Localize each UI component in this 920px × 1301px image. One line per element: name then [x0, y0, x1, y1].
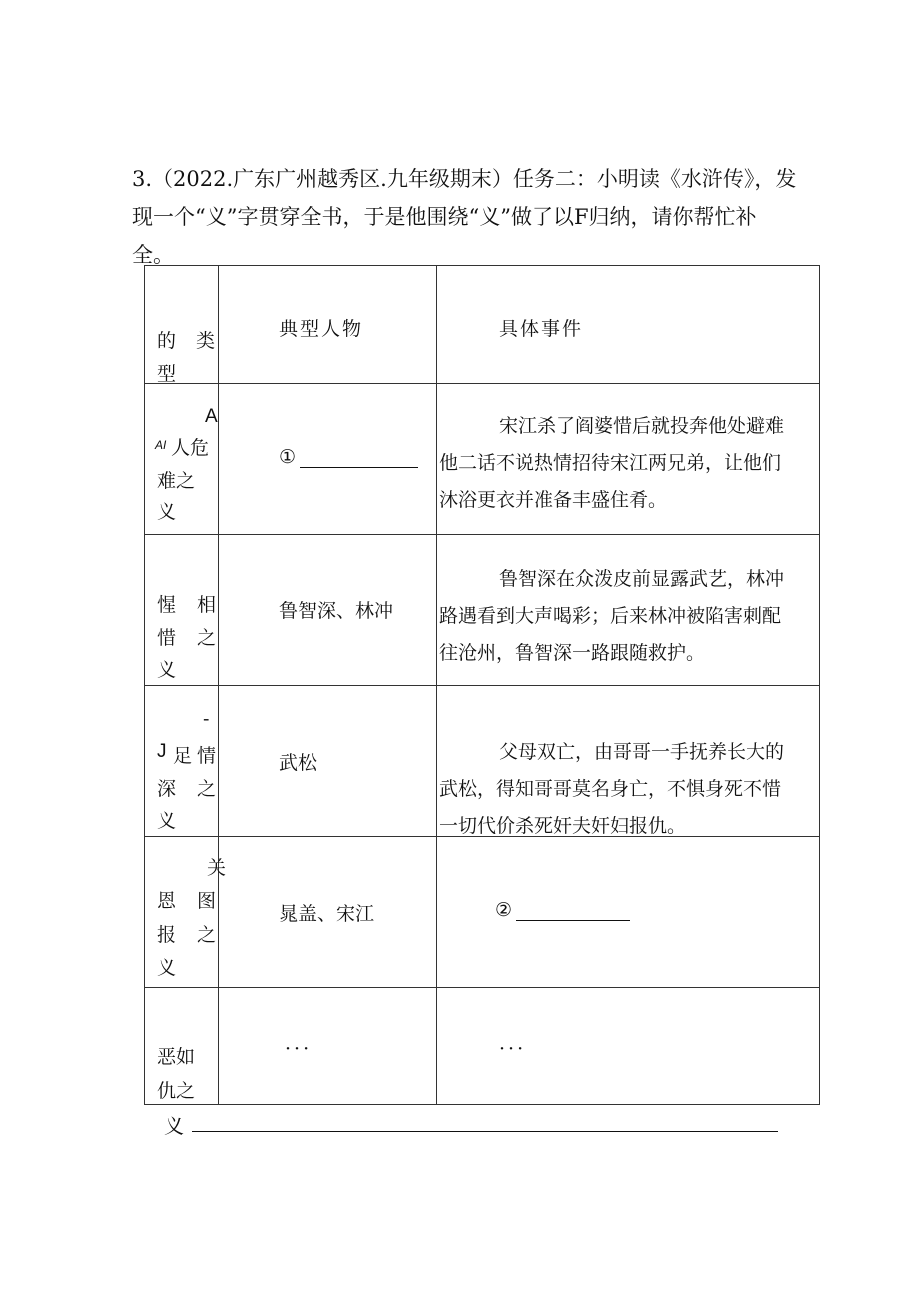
header-event-cell [437, 266, 820, 384]
person-cell [219, 686, 437, 837]
type-text: 足 [173, 745, 193, 767]
type-text: 义 [157, 659, 177, 681]
header-type-text-c: 型 [157, 363, 177, 385]
header-type-cell [145, 266, 219, 384]
type-text: 人危 [171, 437, 210, 459]
type-text: 报 [157, 924, 177, 946]
type-text: 惜 [157, 627, 177, 649]
person-cell [219, 988, 437, 1105]
event-line: 父母双亡，由哥哥一手抚养长大的 [499, 741, 785, 763]
type-text: 相 [197, 594, 217, 616]
event-line: 路遇看到大声喝彩；后来林冲被陷害刺配 [439, 605, 782, 627]
event-line: 一切代价杀死奸夫奸妇报仇。 [439, 815, 687, 837]
type-mark: - [203, 708, 210, 730]
event-cell [437, 686, 820, 837]
person-text: 武松 [279, 752, 318, 774]
header-type-text-b: 类 [196, 330, 216, 352]
type-text: 难之 [157, 470, 196, 492]
type-mark: AI [155, 438, 167, 452]
table-row [145, 837, 820, 988]
event-line: 往沧州，鲁智深一路跟随救护。 [439, 642, 706, 664]
event-cell [437, 988, 820, 1105]
answer-blank-2[interactable] [495, 899, 630, 921]
type-cell [145, 384, 219, 535]
type-mark: A [205, 406, 218, 427]
table-row [145, 384, 820, 535]
type-text: 深 [157, 778, 177, 800]
person-cell [219, 384, 437, 535]
blank-number: ① [279, 446, 297, 468]
type-text: 恶如 [157, 1046, 196, 1068]
person-cell [219, 535, 437, 686]
person-text: 鲁智深、林冲 [279, 600, 394, 622]
event-cell [437, 535, 820, 686]
header-event-label: 具体事件 [499, 318, 584, 340]
blank-number: ② [495, 899, 513, 921]
person-text: 晁盖、宋江 [279, 903, 375, 925]
ellipsis-text: ··· [285, 1038, 313, 1060]
event-line: 沐浴更衣并准备丰盛住肴。 [439, 489, 668, 511]
question-line-2: 现一个“义”字贯穿全书，于是他围绕“义”做了以F归纳，请你帮忙补 [132, 205, 757, 229]
header-type-text-a: 的 [157, 330, 177, 352]
table-row [145, 686, 820, 837]
table-row [145, 535, 820, 686]
type-text: 仇之 [157, 1080, 196, 1102]
type-text: 恩 [157, 890, 177, 912]
table-header-row [145, 266, 820, 384]
event-line: 武松，得知哥哥莫名身亡，不惧身死不惜 [439, 778, 782, 800]
type-text: 之 [197, 778, 217, 800]
type-text: 之 [197, 924, 217, 946]
footer-answer-line[interactable] [192, 1131, 778, 1132]
type-text: 图 [197, 890, 217, 912]
question-line-3: 全。 [132, 243, 174, 267]
question-text [132, 160, 832, 274]
event-line: 鲁智深在众泼皮前显露武艺，林冲 [499, 568, 785, 590]
type-mark: J [157, 741, 167, 762]
answer-blank-1[interactable] [279, 446, 418, 468]
type-cell [145, 988, 219, 1105]
header-person-cell [219, 266, 437, 384]
table-row [145, 988, 820, 1105]
event-cell [437, 384, 820, 535]
type-mark: 关 [207, 857, 227, 879]
type-text: 情 [197, 745, 217, 767]
type-cell [145, 535, 219, 686]
event-line: 宋江杀了阎婆惜后就投奔他处避难 [499, 415, 785, 437]
event-line: 他二话不说热情招待宋江两兄弟，让他们 [439, 452, 782, 474]
type-text: 义 [157, 810, 177, 832]
footer-yi: 义 [164, 1114, 184, 1138]
person-cell [219, 837, 437, 988]
type-text: 义 [157, 501, 177, 523]
type-cell [145, 686, 219, 837]
type-text: 惺 [157, 594, 177, 616]
event-cell [437, 837, 820, 988]
header-person-label: 典型人物 [279, 318, 364, 340]
type-text: 义 [157, 957, 177, 979]
yi-summary-table [144, 265, 820, 1105]
type-text: 之 [197, 627, 217, 649]
question-line-1: 3.（2022.广东广州越秀区.九年级期末）任务二：小明读《水浒传》，发 [132, 167, 797, 191]
ellipsis-text: ··· [499, 1038, 527, 1060]
type-cell [145, 837, 227, 988]
